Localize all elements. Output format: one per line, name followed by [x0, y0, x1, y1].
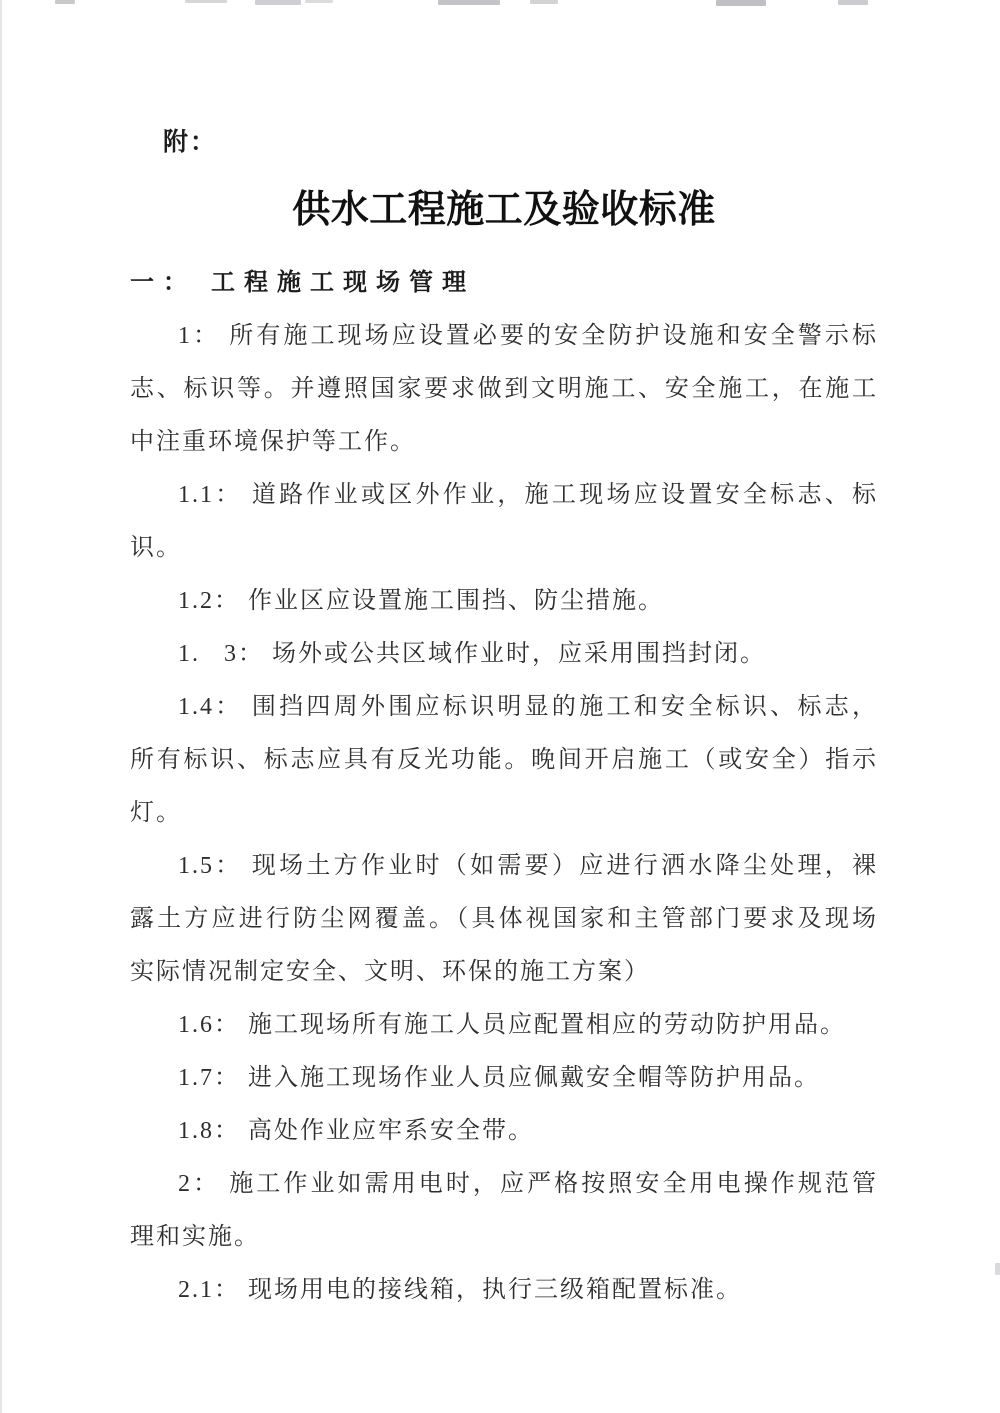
- text-line: 中注重环境保护等工作。: [130, 429, 416, 455]
- text-line: 1.6： 施工现场所有施工人员应配置相应的劳动防护用品。: [178, 1012, 846, 1038]
- text-line: 志、标识等。并遵照国家要求做到文明施工、安全施工，在施工: [130, 376, 878, 402]
- text-line: 灯。: [130, 800, 182, 826]
- text-line: 2.1： 现场用电的接线箱，执行三级箱配置标准。: [178, 1277, 742, 1303]
- section-heading: 一： 工程施工现场管理: [130, 270, 475, 296]
- text-line: 1.5： 现场土方作业时（如需要）应进行洒水降尘处理，裸: [178, 853, 878, 879]
- text-line: 1. 3： 场外或公共区域作业时，应采用围挡封闭。: [178, 641, 766, 667]
- text-line: 1： 所有施工现场应设置必要的安全防护设施和安全警示标: [178, 323, 878, 349]
- text-line: 1.2： 作业区应设置施工围挡、防尘措施。: [178, 588, 664, 614]
- text-line: 1.4： 围挡四周外围应标识明显的施工和安全标识、标志，: [178, 694, 878, 720]
- text-line: 1.1： 道路作业或区外作业，施工现场应设置安全标志、标: [178, 482, 878, 508]
- document-body: [130, 310, 878, 1317]
- attach-label: 附：: [163, 129, 218, 156]
- text-line: 实际情况制定安全、文明、环保的施工方案）: [130, 959, 650, 985]
- text-line: 所有标识、标志应具有反光功能。晚间开启施工（或安全）指示: [130, 747, 878, 773]
- text-line: 1.7： 进入施工现场作业人员应佩戴安全帽等防护用品。: [178, 1065, 820, 1091]
- text-line: 露土方应进行防尘网覆盖。（具体视国家和主管部门要求及现场: [130, 906, 878, 932]
- text-line: 理和实施。: [130, 1224, 260, 1250]
- text-line: 识。: [130, 535, 182, 561]
- text-line: 2： 施工作业如需用电时，应严格按照安全用电操作规范管: [178, 1171, 878, 1197]
- text-line: 1.8： 高处作业应牢系安全带。: [178, 1118, 534, 1144]
- document-title: 供水工程施工及验收标准: [292, 189, 716, 231]
